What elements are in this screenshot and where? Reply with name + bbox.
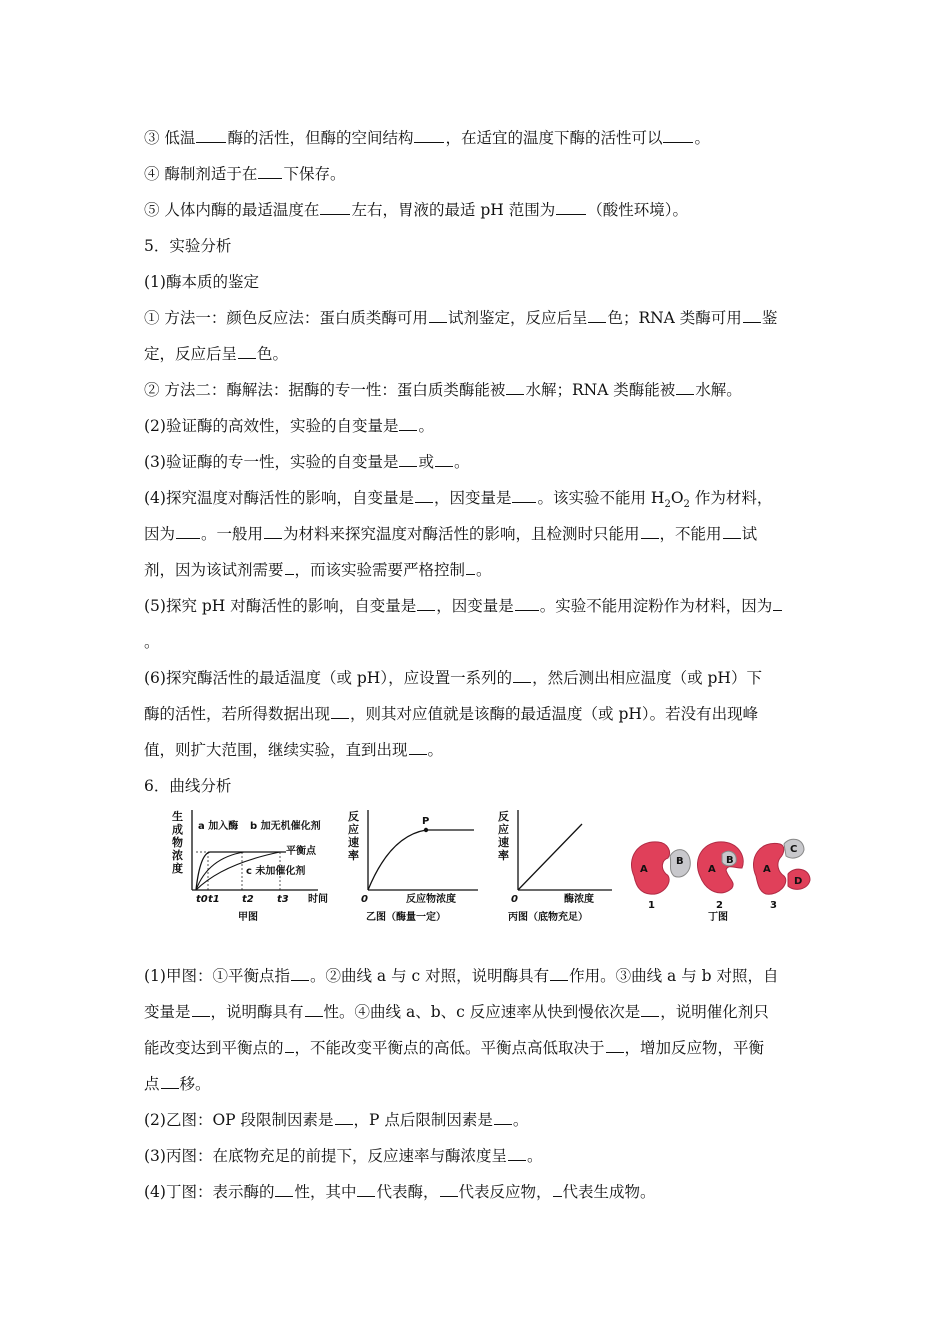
jia-tick-t3: t3 <box>277 894 289 905</box>
line-17: 酶的活性，若所得数据出现 ，则其对应值就是该酶的最适温度（或 pH）。若没有出现峰 <box>144 705 759 723</box>
ding-label-b1: B <box>676 856 684 867</box>
jia-caption: 甲图 <box>238 912 258 923</box>
jia-ylabel-4: 度 <box>172 862 183 875</box>
yi-xlabel: 反应物浓度 <box>406 894 456 905</box>
bing-ylabel-0: 反 <box>498 810 509 823</box>
ding-label-c: C <box>790 844 798 855</box>
ding-label-a2: A <box>708 864 716 875</box>
line-14: (5)探究 pH 对酶活性的影响，自变量是 ，因变量是 。实验不能用淀粉作为材料，因为 <box>144 596 783 616</box>
yi-ylabel-2: 速 <box>348 836 359 849</box>
line-9: (2)验证酶的高效性，实验的自变量是 。 <box>144 417 434 435</box>
jia-tick-t0: t0 <box>196 894 208 905</box>
line-22: 能改变达到平衡点的 ，不能改变平衡点的高低。平衡点高低取决于 ，增加反应物，平衡 <box>144 1039 765 1057</box>
line-5: (1)酶本质的鉴定 <box>144 273 259 291</box>
line-7: 定，反应后呈 色。 <box>144 345 289 363</box>
bing-ylabel-2: 速 <box>498 836 509 849</box>
jia-ylabel-0: 生 <box>172 810 183 823</box>
figure-row <box>168 806 828 934</box>
yi-ylabel-1: 应 <box>348 823 359 836</box>
line-20: (1)甲图：①平衡点指 。②曲线 a 与 c 对照，说明酶具有 作用。③曲线 a 与 b 对照，自 <box>144 967 779 985</box>
ding-step-3: 3 <box>770 900 777 911</box>
line-13: 剂，因为该试剂需要 ，而该实验需要严格控制 。 <box>144 561 492 579</box>
fig-ding <box>624 806 824 934</box>
yi-ylabel-3: 率 <box>348 849 359 862</box>
jia-ylabel-2: 物 <box>172 836 183 849</box>
yi-point-label: P <box>422 816 430 827</box>
ding-enzyme-1 <box>631 842 669 894</box>
yi-ylabel-0: 反 <box>348 810 359 823</box>
bing-xlabel: 酶浓度 <box>564 894 594 905</box>
jia-tick-t1: t1 <box>208 894 220 905</box>
line-24: (2)乙图：OP 段限制因素是 ，P 点后限制因素是 。 <box>144 1111 529 1129</box>
jia-label-b: b 加无机催化剂 <box>250 821 321 832</box>
jia-ylabel-1: 成 <box>172 823 183 836</box>
ding-label-a3: A <box>763 864 771 875</box>
ding-label-b2: B <box>726 855 734 866</box>
bing-ylabel-1: 应 <box>498 823 509 836</box>
line-15: 。 <box>144 633 160 651</box>
line-3: ⑤ 人体内酶的最适温度在 左右，胃液的最适 pH 范围为 （酸性环境）。 <box>144 201 688 219</box>
line-26: (4)丁图：表示酶的 性，其中 代表酶， 代表反应物， 代表生成物。 <box>144 1183 656 1201</box>
jia-tick-t2: t2 <box>242 894 254 905</box>
bing-origin: 0 <box>511 894 518 905</box>
jia-ylabel-3: 浓 <box>172 849 183 862</box>
line-21: 变量是 ，说明酶具有 性。④曲线 a、b、c 反应速率从快到慢依次是 ，说明催化剂只 <box>144 1003 769 1021</box>
section-5-heading: 5．实验分析 <box>144 237 232 255</box>
bing-line <box>518 824 582 890</box>
ding-step-1: 1 <box>648 900 655 911</box>
line-25: (3)丙图：在底物充足的前提下，反应速率与酶浓度呈 。 <box>144 1147 543 1165</box>
ding-label-d: D <box>794 876 803 887</box>
line-11: (4)探究温度对酶活性的影响，自变量是 ，因变量是 。该实验不能用 $H_2O_2$ 作为材料， <box>144 489 773 511</box>
line-23: 点 移。 <box>144 1075 211 1093</box>
jia-label-a: a 加入酶 <box>198 821 239 832</box>
section-6-heading: 6．曲线分析 <box>144 777 232 795</box>
fig-jia <box>168 806 338 934</box>
jia-label-c: c 未加催化剂 <box>246 866 306 877</box>
yi-point-p <box>424 828 428 832</box>
ding-caption: 丁图 <box>708 912 728 923</box>
yi-curve <box>368 830 474 890</box>
line-8: ② 方法二：酶解法：据酶的专一性：蛋白质类酶能被 水解；RNA 类酶能被 水解。 <box>144 381 742 399</box>
fig-yi <box>344 806 490 934</box>
jia-label-balance: 平衡点 <box>286 846 316 857</box>
line-1: ③ 低温 酶的活性，但酶的空间结构 ，在适宜的温度下酶的活性可以 。 <box>144 129 710 147</box>
line-10: (3)验证酶的专一性，实验的自变量是 或 。 <box>144 453 470 471</box>
ding-label-a1: A <box>640 864 648 875</box>
fig-bing <box>494 806 624 934</box>
yi-origin: 0 <box>361 894 368 905</box>
bing-caption: 丙图（底物充足） <box>508 912 588 923</box>
jia-xlabel: 时间 <box>308 894 328 905</box>
ding-enzyme-2 <box>697 842 743 893</box>
ding-step-2: 2 <box>716 900 723 911</box>
line-2: ④ 酶制剂适于在 下保存。 <box>144 165 346 183</box>
line-12: 因为 。一般用 为材料来探究温度对酶活性的影响，且检测时只能用 ，不能用 试 <box>144 525 758 543</box>
line-18: 值，则扩大范围，继续实验，直到出现 。 <box>144 741 444 759</box>
line-16: (6)探究酶活性的最适温度（或 pH），应设置一系列的 ，然后测出相应温度（或 pH）下 <box>144 669 762 687</box>
bing-ylabel-3: 率 <box>498 849 509 862</box>
line-6: ① 方法一：颜色反应法：蛋白质类酶可用 试剂鉴定，反应后呈 色；RNA 类酶可用 鉴 <box>144 309 778 327</box>
yi-caption: 乙图（酶量一定） <box>366 912 446 923</box>
